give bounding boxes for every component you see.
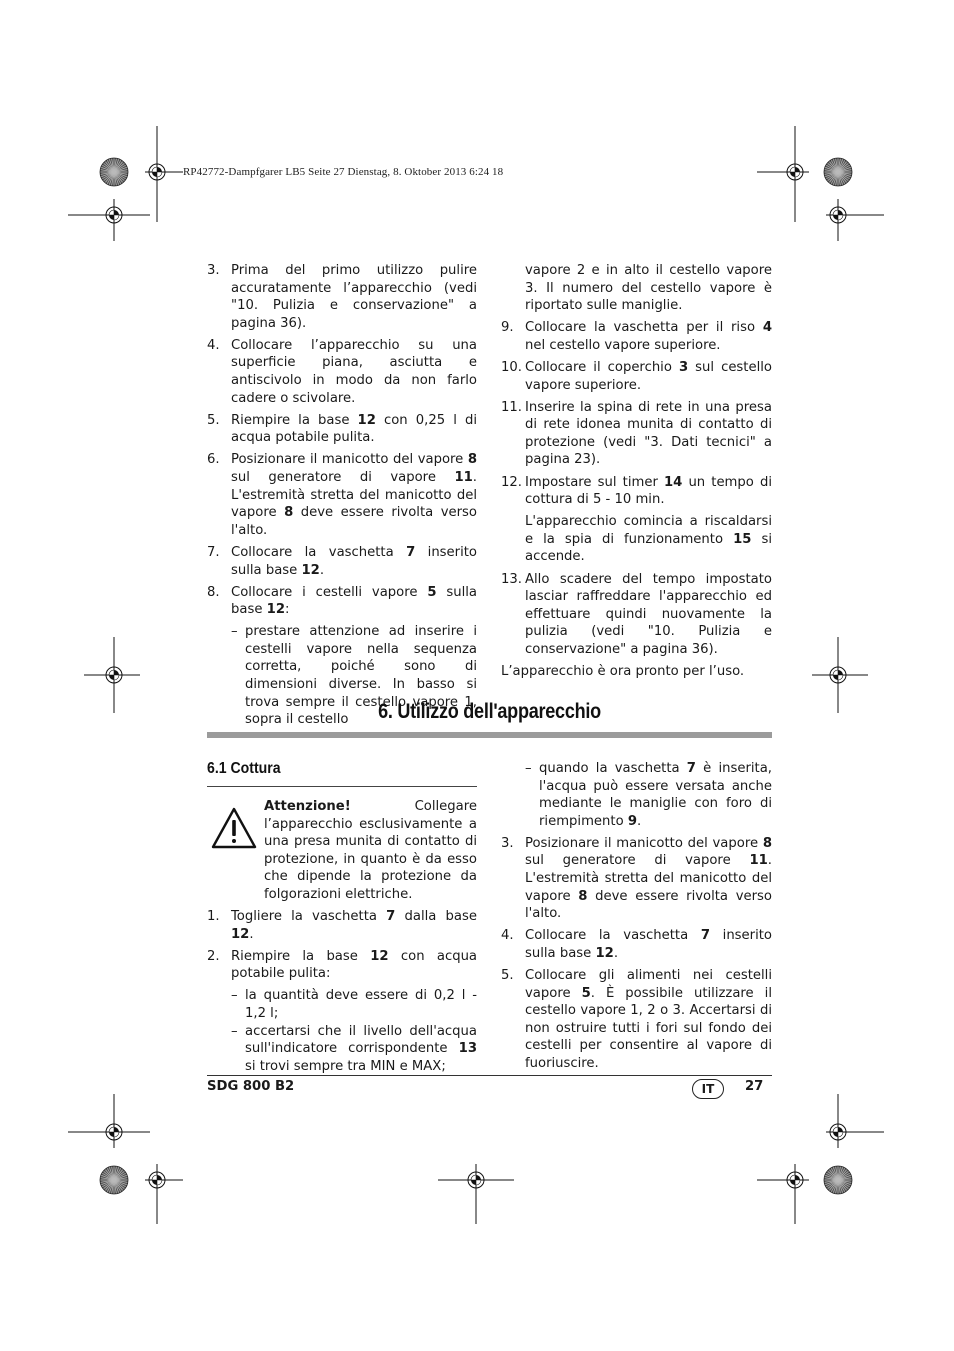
- list-item: [207, 451, 477, 539]
- warning-triangle-icon: [210, 806, 258, 850]
- list-number: 4.: [207, 337, 220, 353]
- footer-divider: [207, 1075, 772, 1076]
- list-item: [207, 908, 477, 943]
- section-title: 6. Utilizzo dell'apparecchio: [378, 700, 601, 723]
- bullet-text: quando la vaschetta 7 è inserita, l'acqua può essere versata anche mediante le maniglie con foro di riempimento 9.: [539, 761, 772, 829]
- list-number: 11.: [501, 399, 522, 415]
- list-text: Posizionare il manicotto del vapore 8 sul generatore di vapore 11. L'estremità stretta del manicotto del vapore 8 deve essere rivolta verso l'alto.: [231, 452, 477, 538]
- list-number: 8.: [207, 584, 220, 600]
- list-number: 1.: [207, 909, 220, 924]
- list-item: [207, 412, 477, 447]
- column-left-bottom: [207, 908, 477, 1075]
- subsection-title: 6.1 Cottura: [207, 760, 281, 777]
- subsection-divider: [207, 786, 477, 787]
- list-item: [501, 359, 772, 394]
- list-number: 6.: [207, 452, 220, 468]
- column-right-top: [501, 262, 772, 685]
- list-item: [207, 584, 477, 619]
- list-bullet: – accertarsi che il livello dell'acqua sull'indicatore corrispondente 13 si trovi sempre tra MIN e MAX;: [231, 1023, 477, 1074]
- list-text: Collocare la vaschetta 7 inserito sulla base 12.: [231, 544, 477, 578]
- list-text: Inserire la spina di rete in una presa di rete idonea munita di contatto di protezione (vedi "3. Dati tecnici" a pagina 23).: [525, 399, 772, 468]
- list-bullet: – la quantità deve essere di 0,2 l - 1,2 l;: [231, 988, 477, 1021]
- list-text: Prima del primo utilizzo pulire accuratamente l’apparecchio (vedi "10. Pulizia e conservazione" a pagina 36).: [231, 263, 477, 331]
- list-text: Togliere la vaschetta 7 dalla base 12.: [231, 909, 477, 942]
- list-item: [501, 967, 772, 1073]
- list-text: Collocare la vaschetta per il riso 4 nel cestello vapore superiore.: [525, 320, 772, 353]
- list-text: Riempire la base 12 con 0,25 l di acqua potabile pulita.: [231, 412, 477, 446]
- print-header: RP42772-Dampfgarer LB5 Seite 27 Dienstag, 8. Oktober 2013 6:24 18: [183, 166, 504, 178]
- list-item: [207, 262, 477, 332]
- list-text: Impostare sul timer 14 un tempo di cottura di 5 - 10 min.: [525, 474, 772, 508]
- list-text: Collocare il coperchio 3 sul cestello vapore superiore.: [525, 359, 772, 393]
- list-text: Collocare gli alimenti nei cestelli vapore 5. È possibile utilizzare il cestello vapore 1, 2 o 3. Accertarsi di non ostruire tutti i fori sul fondo dei cestelli per consentire al vapore di fuoriuscire.: [525, 968, 772, 1071]
- list-item: [501, 399, 772, 469]
- list-text: Riempire la base 12 con acqua potabile pulita:: [231, 948, 478, 982]
- warning-text: Attenzione! Collegare l’apparecchio esclusivamente a una presa munita di contatto di protezione, in quanto è da esso che dipende la protezione da folgorazioni elettriche.: [264, 799, 477, 902]
- list-text: Collocare la vaschetta 7 inserito sulla base 12.: [525, 928, 772, 961]
- page-number: 27: [745, 1079, 764, 1094]
- list-item: [501, 319, 772, 354]
- bullet-text: la quantità deve essere di 0,2 l - 1,2 l;: [245, 988, 477, 1021]
- list-number: 10.: [501, 359, 522, 375]
- list-number: 12.: [501, 474, 522, 490]
- list-item: [207, 948, 477, 983]
- list-number: 5.: [501, 968, 514, 984]
- list-number: 3.: [207, 263, 220, 278]
- section-divider: [207, 732, 772, 738]
- list-bullet: – prestare attenzione ad inserire i cestelli vapore nella sequenza corretta, poiché sono di dimensioni diverse. In basso si trova sempre il cestello vapore 1, sopra il cestello: [231, 624, 477, 728]
- list-item: [207, 337, 477, 407]
- list-number: 5.: [207, 412, 220, 428]
- list-item: [501, 474, 772, 509]
- list-item: 13. Allo scadere del tempo impostato lasciar raffreddare l'apparecchio ed effettuare quindi nuovamente la pulizia (vedi "10. Pulizia e conservazione" a pagina 36).: [501, 571, 772, 657]
- continuation-text: vapore 2 e in alto il cestello vapore 3. Il numero del cestello vapore è riportato sulle maniglie.: [525, 263, 772, 314]
- list-number: 2.: [207, 948, 220, 964]
- column-left-top: [207, 262, 477, 729]
- footer-model: SDG 800 B2: [207, 1079, 295, 1094]
- list-item: [501, 835, 772, 923]
- closing-text: L’apparecchio è ora pronto per l’uso.: [501, 663, 745, 679]
- list-number: 7.: [207, 544, 220, 560]
- list-text: Collocare l’apparecchio su una superficie piana, asciutta e antiscivolo in modo da non farlo cadere o scivolare.: [231, 337, 477, 406]
- list-item: [207, 544, 477, 579]
- column-right-bottom: [501, 760, 772, 1077]
- list-number: 4.: [501, 928, 514, 944]
- list-number: 3.: [501, 835, 514, 851]
- list-bullet: – quando la vaschetta 7 è inserita, l'acqua può essere versata anche mediante le maniglie con foro di riempimento 9.: [525, 761, 772, 829]
- warning-box: [207, 798, 477, 904]
- warning-label: Attenzione!: [264, 799, 351, 814]
- list-number: 9.: [501, 320, 514, 336]
- list-item: [501, 927, 772, 962]
- list-text: Collocare i cestelli vapore 5 sulla base 12:: [231, 584, 477, 618]
- note-text: L'apparecchio comincia a riscaldarsi e la spia di funzionamento 15 si accende.: [525, 514, 772, 565]
- list-text: Posizionare il manicotto del vapore 8 sul generatore di vapore 11. L'estremità stretta del manicotto del vapore 8 deve essere rivolta verso l'alto.: [525, 835, 772, 922]
- bullet-text: accertarsi che il livello dell'acqua sull'indicatore corrispondente 13 si trovi sempre tra MIN e MAX;: [245, 1023, 477, 1074]
- bullet-text: prestare attenzione ad inserire i cestelli vapore nella sequenza corretta, poiché sono di dimensioni diverse. In basso si trova sempre il cestello vapore 1, sopra il cestello: [245, 624, 477, 728]
- language-badge: IT: [692, 1079, 724, 1099]
